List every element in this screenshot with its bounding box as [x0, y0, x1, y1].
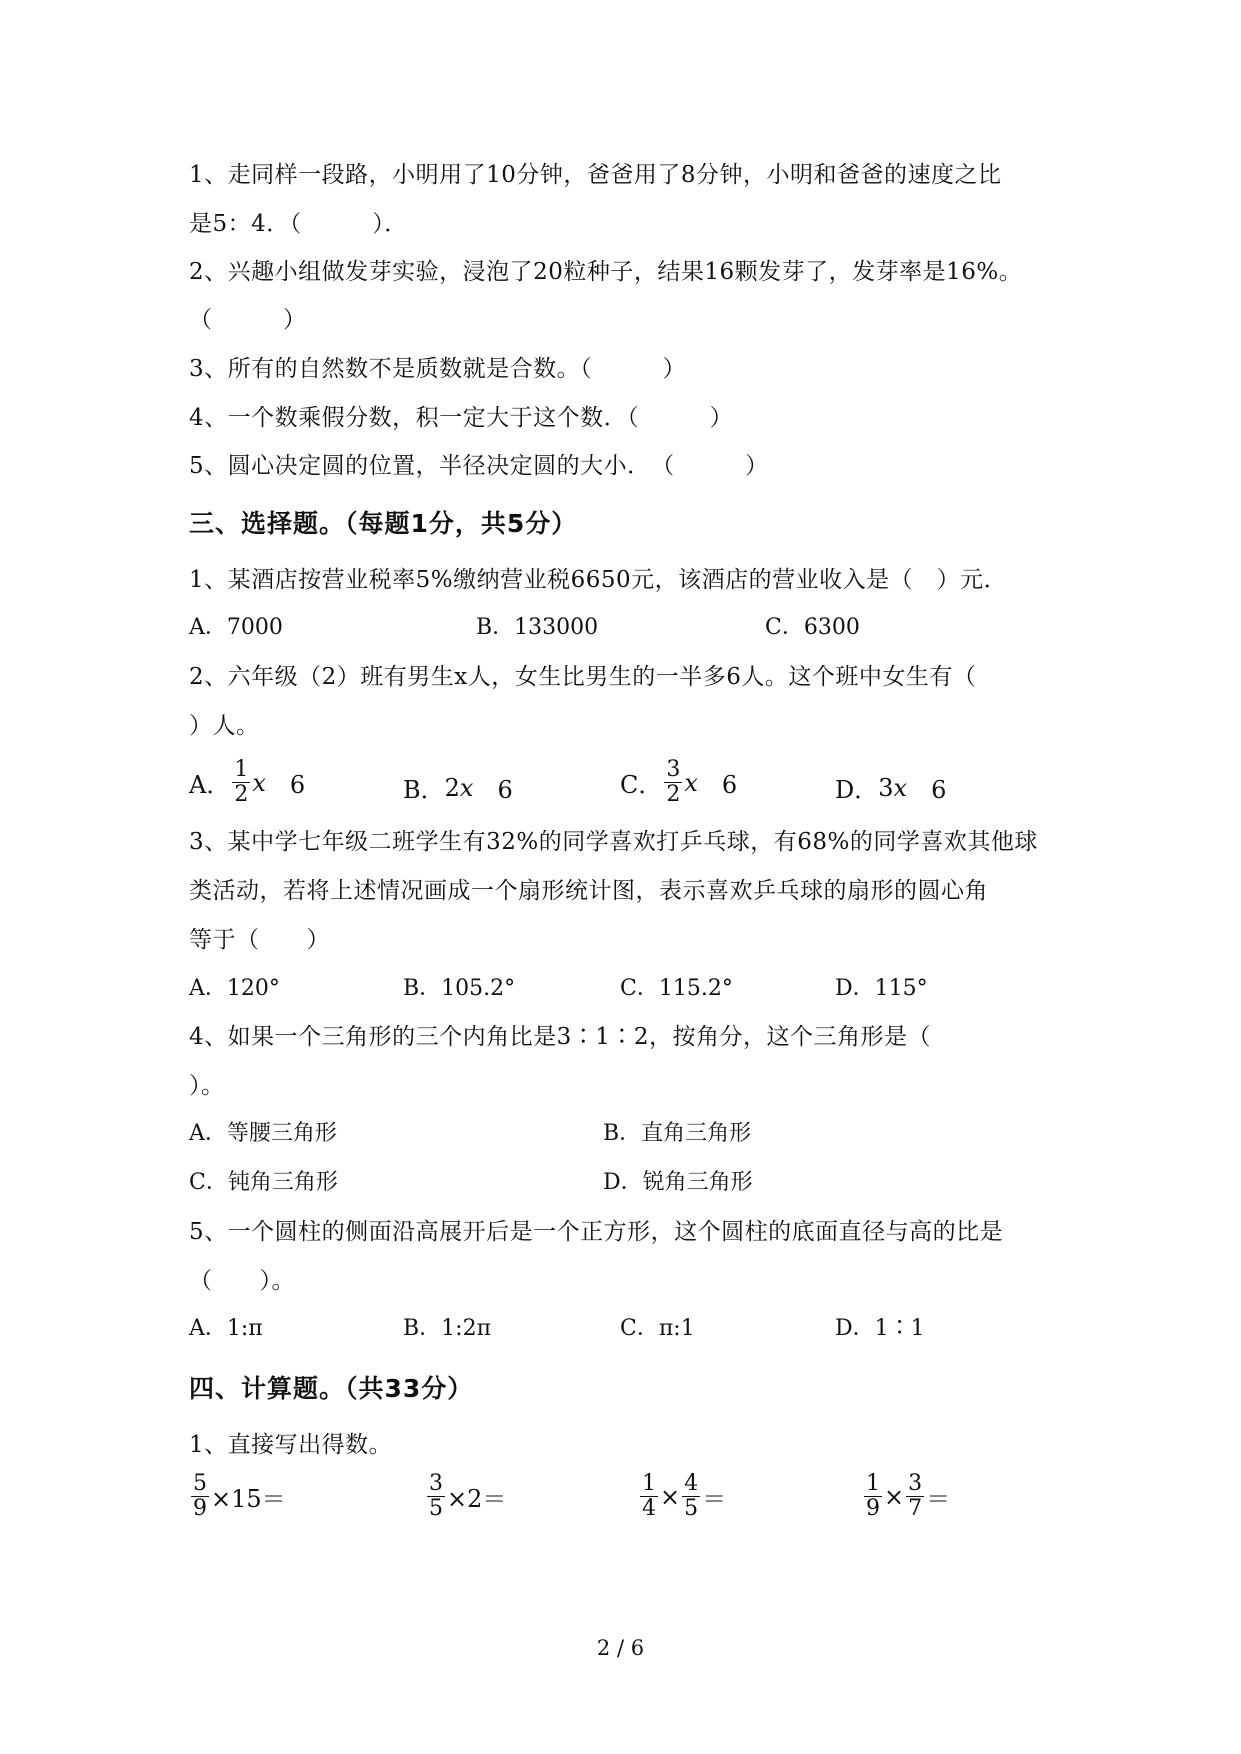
q3-5-option-b: B．1:2π: [403, 1316, 492, 1341]
q3-3-line2: 类活动，若将上述情况画成一个扇形统计图，表示喜欢乒乓球的扇形的圆心角: [189, 878, 988, 904]
fraction: $\frac{4}{5}$: [684, 1471, 699, 1521]
option-rest: 6: [265, 771, 306, 799]
q3-5-line1: 5、一个圆柱的侧面沿高展开后是一个正方形，这个圆柱的底面直径与高的比是: [189, 1219, 1004, 1245]
calc-expr-3: [638, 1472, 726, 1521]
fraction: $\frac{3}{2}$: [666, 757, 681, 807]
option-letter: B．: [403, 776, 445, 804]
judgement-item-5: 5、圆心决定圆的位置，半径决定圆的大小． （ ）: [189, 453, 769, 479]
option-rest: 6: [473, 776, 513, 804]
q3-4-option-c: C．钝角三角形: [189, 1170, 338, 1195]
q3-3-line1: 3、某中学七年级二班学生有32%的同学喜欢打乒乓球，有68%的同学喜欢其他球: [189, 829, 1038, 855]
q3-5-line2: （ ）。: [189, 1268, 295, 1294]
fraction: $\frac{5}{9}$: [193, 1471, 207, 1521]
q3-3-line3: 等于（ ）: [189, 927, 330, 953]
expr-equals: ＝: [926, 1485, 951, 1513]
calc-expr-2: [425, 1472, 506, 1521]
q3-1-option-a: A．7000: [189, 615, 283, 640]
q3-5-option-c: C．π:1: [620, 1316, 695, 1341]
q3-4-option-a: A．等腰三角形: [189, 1121, 337, 1146]
q3-2-line2: ）人。: [189, 713, 260, 739]
expr-operator: ×: [884, 1482, 905, 1511]
q4-1-text: 1、直接写出得数。: [189, 1432, 393, 1458]
variable: x: [684, 768, 698, 797]
q3-2-option-d: [835, 770, 946, 805]
q3-1-option-b: B．133000: [476, 615, 599, 640]
option-rest: 6: [697, 771, 738, 799]
fraction: $\frac{3}{7}$: [908, 1471, 923, 1521]
page-number: 2 / 6: [596, 1636, 645, 1660]
fraction: $\frac{1}{2}$: [234, 757, 249, 807]
variable: x: [459, 773, 474, 802]
fraction: $\frac{1}{4}$: [642, 1471, 656, 1521]
expr-operator: ×2＝: [447, 1485, 507, 1513]
judgement-item-1-line1: 1、走同样一段路，小明用了10分钟，爸爸用了8分钟，小明和爸爸的速度之比: [189, 162, 1002, 188]
q3-4-line1: 4、如果一个三角形的三个内角比是3∶1∶2，按角分，这个三角形是（: [189, 1024, 932, 1050]
coefficient: 2: [444, 773, 460, 802]
q3-4-option-b: B．直角三角形: [603, 1121, 752, 1146]
judgement-item-2-line1: 2、兴趣小组做发芽实验，浸泡了20粒种子，结果16颗发芽了，发芽率是16%。: [189, 259, 1023, 285]
q3-3-option-a: A．120°: [189, 976, 280, 1001]
calc-expr-4: [862, 1472, 950, 1521]
option-letter: C．: [620, 771, 663, 799]
variable: x: [893, 773, 908, 802]
expr-operator: ×15＝: [211, 1485, 286, 1513]
judgement-item-3: 3、所有的自然数不是质数就是合数。（ ）: [189, 356, 687, 382]
section3-title: 三、选择题。（每题1分，共5分）: [189, 509, 578, 538]
coefficient: 3: [878, 773, 894, 802]
fraction: $\frac{3}{5}$: [429, 1471, 443, 1521]
q3-3-option-d: D．115°: [835, 976, 928, 1001]
q3-2-option-a: [189, 758, 305, 807]
option-rest: 6: [907, 776, 947, 804]
judgement-item-2-line2: （ ）: [189, 307, 307, 333]
variable: x: [252, 768, 266, 797]
q3-1-option-c: C．6300: [765, 615, 860, 640]
q3-4-option-d: D．锐角三角形: [603, 1170, 753, 1195]
q3-5-option-d: D．1∶1: [835, 1316, 925, 1341]
judgement-item-4: 4、一个数乘假分数，积一定大于这个数．（ ）: [189, 405, 734, 431]
q3-5-option-a: A．1:π: [189, 1316, 263, 1341]
expr-equals: ＝: [702, 1485, 727, 1513]
q3-2-option-b: [403, 770, 513, 805]
q3-3-option-b: B．105.2°: [403, 976, 516, 1001]
q3-4-line2: ）。: [189, 1073, 225, 1099]
expr-operator: ×: [660, 1482, 681, 1511]
fraction: $\frac{1}{9}$: [866, 1471, 880, 1521]
option-letter: A．: [189, 771, 231, 799]
q3-2-option-c: [620, 758, 737, 807]
q3-1-text: 1、某酒店按营业税率5%缴纳营业税6650元，该酒店的营业收入是（ ）元．: [189, 567, 1008, 593]
option-letter: D．: [835, 776, 879, 804]
q3-2-line1: 2、六年级（2）班有男生x人，女生比男生的一半多6人。这个班中女生有（: [189, 664, 977, 690]
section4-title: 四、计算题。（共33分）: [189, 1374, 474, 1403]
q3-3-option-c: C．115.2°: [620, 976, 733, 1001]
judgement-item-1-line2: 是5：4．（ ）．: [189, 211, 408, 237]
calc-expr-1: [189, 1472, 286, 1521]
